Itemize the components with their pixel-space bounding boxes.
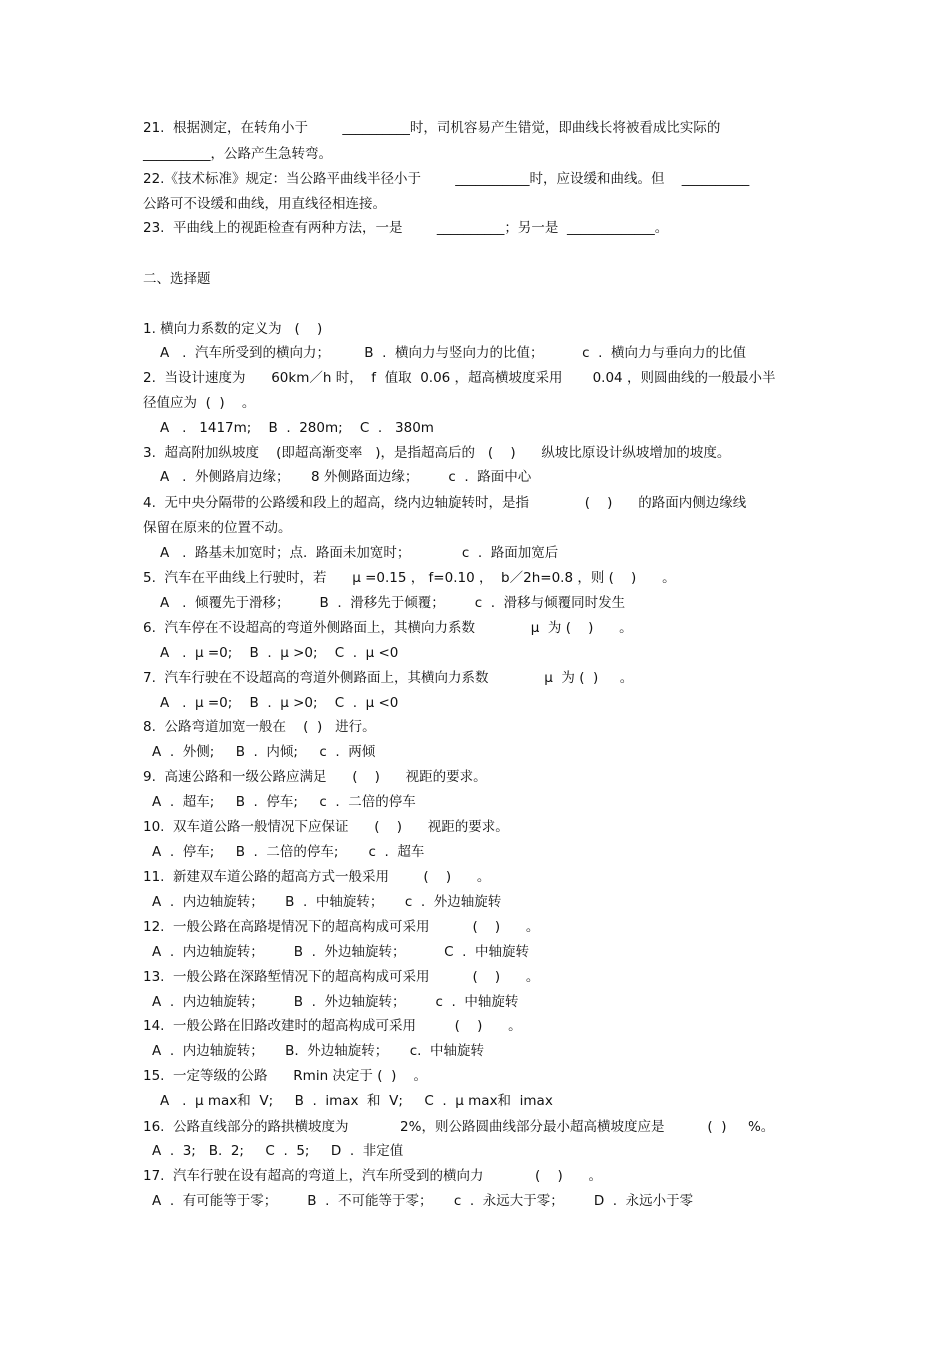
fill-in-line: 23. 平曲线上的视距检查有两种方法，一是 __________；另一是 _____________。 (143, 220, 669, 236)
fill-in-line: 22.《技术标准》规定：当公路平曲线半径小于 ___________时，应设缓和曲线。但 __________ (143, 171, 750, 187)
options-line: A . 内边轴旋转； B . 中轴旋转； c . 外边轴旋转 (152, 894, 502, 910)
question-line: 3. 超高附加纵坡度 (即超高渐变率 )，是指超高后的 ( ) 纵坡比原设计纵坡增加的坡度。 (143, 445, 731, 461)
options-line: A . 路基未加宽时；点. 路面未加宽时； c . 路面加宽后 (160, 545, 559, 561)
question-line: 4. 无中央分隔带的公路缓和段上的超高，绕内边轴旋转时，是指 ( ) 的路面内侧边缘线 (143, 495, 747, 511)
options-line: A . 内边轴旋转； B . 外边轴旋转； C . 中轴旋转 (152, 944, 529, 960)
options-line: A . 汽车所受到的横向力； B . 横向力与竖向力的比值； c . 横向力与垂向力的比值 (160, 345, 747, 361)
question-line: 10. 双车道公路一般情况下应保证 ( ) 视距的要求。 (143, 819, 509, 835)
options-line: A . 停车; B . 二倍的停车; c . 超车 (152, 844, 425, 860)
options-line: A . 超车; B . 停车; c . 二倍的停车 (152, 794, 416, 810)
options-line: A . 内边轴旋转； B . 外边轴旋转； c . 中轴旋转 (152, 994, 519, 1010)
options-line: A . μ =0; B . μ >0; C . μ <0 (160, 695, 399, 711)
options-line: A . 内边轴旋转； B. 外边轴旋转； c. 中轴旋转 (152, 1043, 485, 1059)
fill-in-line: 公路可不设缓和曲线，用直线径相连接。 (143, 196, 386, 212)
question-line: 12. 一般公路在高路堤情况下的超高构成可采用 ( ) 。 (143, 919, 540, 935)
fill-in-line: 21. 根据测定，在转角小于 __________时，司机容易产生错觉，即曲线长将被看成比实际的 (143, 120, 721, 136)
options-line: A . μ =0; B . μ >0; C . μ <0 (160, 645, 399, 661)
options-line: A . 1417m; B . 280m; C . 380m (160, 420, 434, 436)
question-line: 15. 一定等级的公路 Rmin 决定于 ( ) 。 (143, 1068, 428, 1084)
fill-in-line: __________，公路产生急转弯。 (143, 146, 332, 162)
question-line: 14. 一般公路在旧路改建时的超高构成可采用 ( ) 。 (143, 1018, 522, 1034)
question-line: 1. 横向力系数的定义为 ( ) (143, 321, 323, 337)
options-line: A . 外侧路肩边缘； 8 外侧路面边缘； c . 路面中心 (160, 469, 532, 485)
section-heading: 二、选择题 (143, 271, 211, 287)
options-line: A . 3; B. 2; C . 5; D . 非定值 (152, 1143, 404, 1159)
question-line: 17. 汽车行驶在设有超高的弯道上，汽车所受到的横向力 ( ) 。 (143, 1168, 602, 1184)
question-line: 9. 高速公路和一级公路应满足 ( ) 视距的要求。 (143, 769, 487, 785)
question-line: 5. 汽车在平曲线上行驶时，若 μ =0.15 ， f=0.10 ， b／2h=0.8 ，则 ( ) 。 (143, 570, 676, 586)
question-line: 8. 公路弯道加宽一般在 ( ) 进行。 (143, 719, 376, 735)
options-line: A . μ max和 V; B . imax 和 V; C . μ max和 imax (160, 1093, 553, 1109)
question-line: 6. 汽车停在不设超高的弯道外侧路面上，其横向力系数 μ 为 ( ) 。 (143, 620, 633, 636)
options-line: A . 倾覆先于滑移； B . 滑移先于倾覆； c . 滑移与倾覆同时发生 (160, 595, 626, 611)
options-line: A . 外侧; B . 内倾; c . 两倾 (152, 744, 376, 760)
options-line: A . 有可能等于零； B . 不可能等于零； c . 永远大于零； D . 永远小于零 (152, 1193, 694, 1209)
question-line: 13. 一般公路在深路堑情况下的超高构成可采用 ( ) 。 (143, 969, 540, 985)
question-line: 2. 当设计速度为 60km／h 时， f 值取 0.06 ，超高横坡度采用 0.04 ，则圆曲线的一般最小半 (143, 370, 776, 386)
question-line: 16. 公路直线部分的路拱横坡度为 2%，则公路圆曲线部分最小超高横坡度应是 ( ) %。 (143, 1119, 775, 1135)
question-line: 11. 新建双车道公路的超高方式一般采用 ( ) 。 (143, 869, 491, 885)
question-line: 7. 汽车行驶在不设超高的弯道外侧路面上，其横向力系数 μ 为 ( ) 。 (143, 670, 634, 686)
question-line: 径值应为 ( ) 。 (143, 395, 256, 411)
question-line: 保留在原来的位置不动。 (143, 520, 292, 536)
